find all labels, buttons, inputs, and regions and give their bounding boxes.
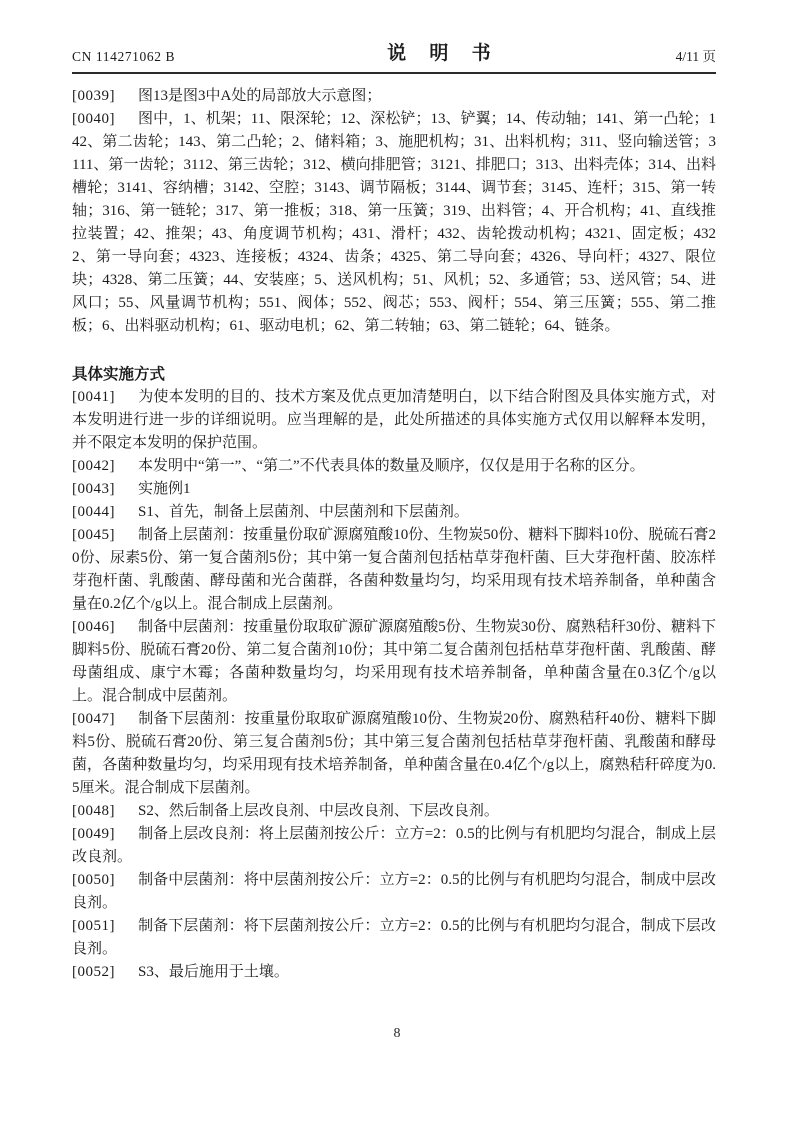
page-footer bbox=[0, 1026, 794, 1042]
paragraph bbox=[72, 108, 716, 338]
paragraph bbox=[72, 823, 716, 869]
publication-number: CN 114271062 B bbox=[72, 49, 176, 64]
paragraph bbox=[72, 616, 716, 708]
paragraph-text: 图中，1、机架；11、限深轮；12、深松铲；13、铲翼；14、传动轴；141、第一凸轮；142、第二齿轮；143、第二凸轮；2、储料箱；3、施肥机构；31、出料机构；311、竖向输送管；3111、第一齿轮；3112、第三齿轮；312、横向排肥管；3121、排肥口；313、出料壳体；314、出料槽轮；3141、容纳槽；3142、空腔；3143、调节隔板；3144、调节套；3145、连杆；315、第一转轴；316、第一链轮；317、第一推板；318、第一压簧；319、出料管；4、开合机构；41、直线推拉装置；42、推架；43、角度调节机构；431、滑杆；432、齿轮拨动机构；4321、固定板；4322、第一导向套；4323、连接板；4324、齿条；4325、第二导向套；4326、导向杆；4327、限位块；4328、第二压簧；44、安装座；5、送风机构；51、风机；52、多通管；53、送风管；54、进风口；55、风量调节机构；551、阀体；552、阀芯；553、阀杆；554、第三压簧；555、第二推板；6、出料驱动机构；61、驱动电机；62、第二转轴；63、第二链轮；64、链条。 bbox=[72, 111, 716, 334]
paragraph bbox=[72, 800, 716, 823]
section-heading: 具体实施方式 bbox=[72, 366, 166, 383]
paragraph bbox=[72, 708, 716, 800]
paragraph bbox=[72, 386, 716, 455]
paragraph-number: [0047] bbox=[72, 711, 115, 727]
paragraph-number: [0044] bbox=[72, 504, 115, 520]
paragraph-number: [0040] bbox=[72, 111, 115, 127]
paragraph bbox=[72, 85, 716, 108]
paragraph-text: 制备上层菌剂：按重量份取矿源腐殖酸10份、生物炭50份、糖料下脚料10份、脱硫石膏20份、尿素5份、第一复合菌剂5份；其中第一复合菌剂包括枯草芽孢杆菌、巨大芽孢杆菌、胶冻样芽孢杆菌、乳酸菌、酵母菌和光合菌群，各菌种数量均匀，均采用现有技术培养制备，单种菌含量在0.2亿个/g以上。混合制成上层菌剂。 bbox=[72, 527, 716, 612]
page-indicator: 4/11 页 bbox=[675, 49, 716, 64]
paragraph-text: 制备中层菌剂：按重量份取取矿源矿源腐殖酸5份、生物炭30份、腐熟秸秆30份、糖料下脚料5份、脱硫石膏20份、第二复合菌剂10份；其中第二复合菌剂包括枯草芽孢杆菌、乳酸菌、酵母菌组成、康宁木霉；各菌种数量均匀，均采用现有技术培养制备，单种菌含量在0.3亿个/g以上。混合制成中层菌剂。 bbox=[72, 619, 716, 704]
paragraph-number: [0039] bbox=[72, 88, 115, 104]
paragraph-number: [0051] bbox=[72, 918, 115, 934]
paragraph-text: 本发明中“第一”、“第二”不代表具体的数量及顺序，仅仅是用于名称的区分。 bbox=[138, 458, 645, 474]
paragraph bbox=[72, 915, 716, 961]
paragraph bbox=[72, 869, 716, 915]
paragraph-number: [0048] bbox=[72, 803, 115, 819]
paragraph-number: [0050] bbox=[72, 872, 115, 888]
paragraph-text: S1、首先，制备上层菌剂、中层菌剂和下层菌剂。 bbox=[138, 504, 469, 520]
paragraph bbox=[72, 455, 716, 478]
paragraph-number: [0052] bbox=[72, 964, 115, 980]
paragraph-number: [0043] bbox=[72, 481, 115, 497]
paragraph bbox=[72, 501, 716, 524]
document-title: 说 明 书 bbox=[387, 43, 500, 64]
paragraph-text: S3、最后施用于土壤。 bbox=[138, 964, 289, 980]
paragraph-text: 图13是图3中A处的局部放大示意图； bbox=[138, 88, 382, 104]
paragraph-number: [0049] bbox=[72, 826, 115, 842]
paragraph-number: [0046] bbox=[72, 619, 115, 635]
paragraph-text: 制备下层菌剂：将下层菌剂按公斤：立方=2：0.5的比例与有机肥均匀混合，制成下层改良剂。 bbox=[72, 918, 716, 957]
paragraph-text: S2、然后制备上层改良剂、中层改良剂、下层改良剂。 bbox=[138, 803, 499, 819]
paragraph bbox=[72, 524, 716, 616]
paragraph-number: [0045] bbox=[72, 527, 115, 543]
paragraph-number: [0042] bbox=[72, 458, 115, 474]
paragraph bbox=[72, 478, 716, 501]
paragraph-text: 制备中层菌剂：将中层菌剂按公斤：立方=2：0.5的比例与有机肥均匀混合，制成中层改良剂。 bbox=[72, 872, 716, 911]
page-header bbox=[72, 38, 716, 74]
page-number: 8 bbox=[393, 1026, 401, 1041]
paragraph-text: 为使本发明的目的、技术方案及优点更加清楚明白，以下结合附图及具体实施方式，对本发明进行进一步的详细说明。应当理解的是，此处所描述的具体实施方式仅用以解释本发明，并不限定本发明的保护范围。 bbox=[72, 389, 716, 451]
document-body bbox=[72, 85, 716, 984]
paragraph-text: 制备下层菌剂：按重量份取取矿源腐殖酸10份、生物炭20份、腐熟秸秆40份、糖料下脚料5份、脱硫石膏20份、第三复合菌剂5份；其中第三复合菌剂包括枯草芽孢杆菌、乳酸菌和酵母菌，各菌种数量均匀，均采用现有技术培养制备，单种菌含量在0.4亿个/g以上，腐熟秸秆碎度为0.5厘米。混合制成下层菌剂。 bbox=[72, 711, 716, 796]
paragraph bbox=[72, 961, 716, 984]
paragraph-number: [0041] bbox=[72, 389, 115, 405]
paragraph-text: 实施例1 bbox=[138, 481, 191, 497]
paragraph-text: 制备上层改良剂：将上层菌剂按公斤：立方=2：0.5的比例与有机肥均匀混合，制成上层改良剂。 bbox=[72, 826, 716, 865]
